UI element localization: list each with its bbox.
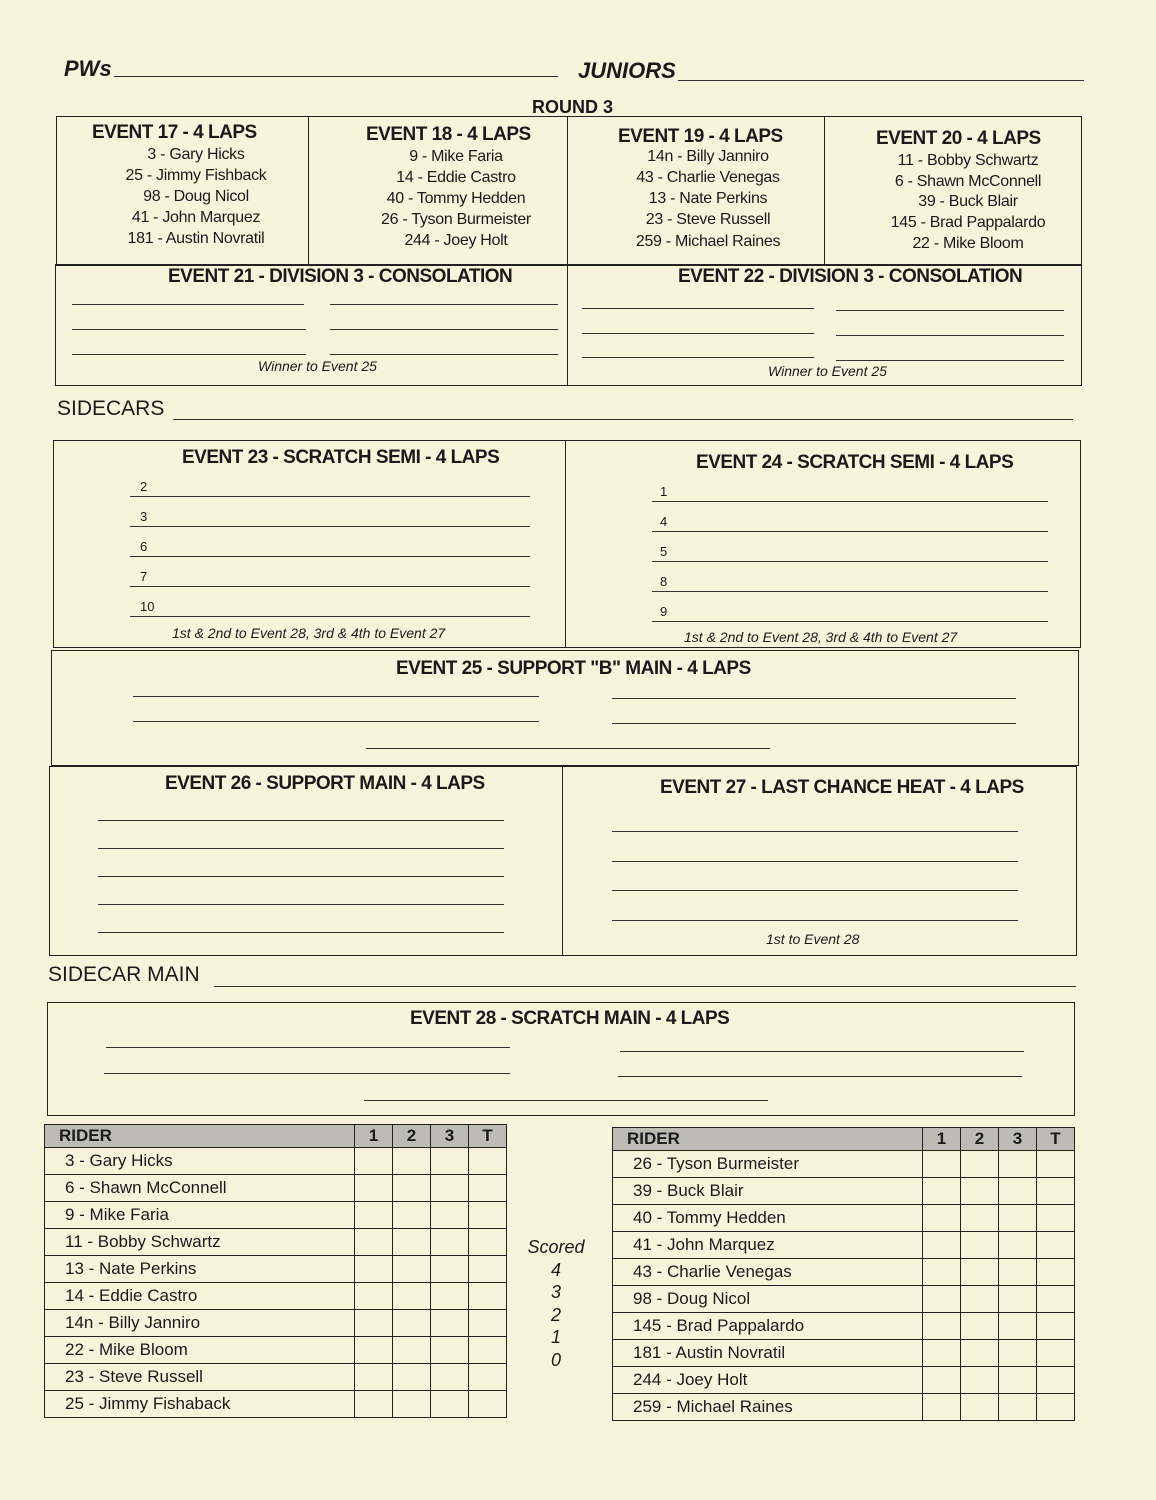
scored-label: Scored bbox=[527, 1237, 585, 1257]
score-cell[interactable] bbox=[999, 1313, 1037, 1340]
score-row bbox=[613, 1394, 1075, 1421]
score-header-rider: RIDER bbox=[45, 1125, 355, 1148]
event21-title: EVENT 21 - DIVISION 3 - CONSOLATION bbox=[168, 266, 513, 287]
event24-slot-line[interactable] bbox=[652, 591, 1048, 592]
event23-slot-line[interactable] bbox=[130, 616, 530, 617]
pws-label: PWs bbox=[64, 56, 112, 81]
event20-rider: 6 - Shawn McConnell bbox=[894, 173, 1042, 190]
score-table-left bbox=[44, 1124, 507, 1418]
scored-legend bbox=[526, 1236, 586, 1371]
score-cell[interactable] bbox=[469, 1148, 507, 1175]
event24-slot-number: 5 bbox=[660, 544, 668, 559]
event19-rider: 259 - Michael Raines bbox=[635, 233, 781, 250]
score-cell[interactable] bbox=[1037, 1232, 1075, 1259]
score-cell[interactable] bbox=[393, 1256, 431, 1283]
event26-entry-3[interactable] bbox=[98, 876, 504, 877]
event24-slot-line[interactable] bbox=[652, 501, 1048, 502]
score-row bbox=[613, 1178, 1075, 1205]
event17-rider: 3 - Gary Hicks bbox=[147, 146, 245, 163]
event22-note: Winner to Event 25 bbox=[768, 363, 887, 379]
event18-title: EVENT 18 - 4 LAPS bbox=[366, 124, 531, 145]
score-cell[interactable] bbox=[999, 1259, 1037, 1286]
score-header-t: T bbox=[1037, 1128, 1075, 1151]
event24-title: EVENT 24 - SCRATCH SEMI - 4 LAPS bbox=[696, 452, 1014, 473]
event18-rider: 26 - Tyson Burmeister bbox=[381, 211, 531, 228]
event25-entry-2[interactable] bbox=[612, 698, 1016, 699]
score-rider-name: 3 - Gary Hicks bbox=[45, 1148, 355, 1175]
score-cell[interactable] bbox=[469, 1337, 507, 1364]
score-cell[interactable] bbox=[999, 1394, 1037, 1421]
score-row bbox=[45, 1283, 507, 1310]
event27-title: EVENT 27 - LAST CHANCE HEAT - 4 LAPS bbox=[660, 777, 1024, 798]
scored-value: 0 bbox=[550, 1349, 561, 1370]
score-row bbox=[613, 1313, 1075, 1340]
event17-rider: 41 - John Marquez bbox=[131, 209, 261, 226]
score-cell[interactable] bbox=[355, 1337, 393, 1364]
score-rider-name: 14 - Eddie Castro bbox=[45, 1283, 355, 1310]
score-header-rider: RIDER bbox=[613, 1128, 923, 1151]
score-cell[interactable] bbox=[355, 1148, 393, 1175]
score-cell[interactable] bbox=[1037, 1151, 1075, 1178]
event17-rider: 98 - Doug Nicol bbox=[143, 188, 249, 205]
event18-rider: 244 - Joey Holt bbox=[404, 232, 508, 249]
score-rider-name: 25 - Jimmy Fishaback bbox=[45, 1391, 355, 1418]
score-header-t: T bbox=[469, 1125, 507, 1148]
score-row bbox=[45, 1256, 507, 1283]
score-cell[interactable] bbox=[923, 1232, 961, 1259]
score-cell[interactable] bbox=[469, 1229, 507, 1256]
event21-entry-1[interactable] bbox=[72, 304, 304, 305]
score-header-1: 1 bbox=[355, 1125, 393, 1148]
event27-entry-4[interactable] bbox=[612, 920, 1018, 921]
event24-slot-number: 9 bbox=[660, 604, 668, 619]
score-cell[interactable] bbox=[923, 1259, 961, 1286]
score-rider-name: 26 - Tyson Burmeister bbox=[613, 1151, 923, 1178]
score-cell[interactable] bbox=[961, 1367, 999, 1394]
score-rider-name: 181 - Austin Novratil bbox=[613, 1340, 923, 1367]
score-header-2: 2 bbox=[961, 1128, 999, 1151]
event28-entry-4[interactable] bbox=[618, 1076, 1022, 1077]
score-row bbox=[613, 1340, 1075, 1367]
event24-slot-line[interactable] bbox=[652, 531, 1048, 532]
score-header-2: 2 bbox=[393, 1125, 431, 1148]
event25-entry-3[interactable] bbox=[133, 721, 539, 722]
event28-entry-1[interactable] bbox=[106, 1047, 510, 1048]
score-cell[interactable] bbox=[961, 1178, 999, 1205]
score-cell[interactable] bbox=[1037, 1367, 1075, 1394]
score-header-1: 1 bbox=[923, 1128, 961, 1151]
score-cell[interactable] bbox=[999, 1151, 1037, 1178]
score-cell[interactable] bbox=[431, 1202, 469, 1229]
event23-slot-line[interactable] bbox=[130, 556, 530, 557]
score-cell[interactable] bbox=[999, 1232, 1037, 1259]
score-row bbox=[45, 1310, 507, 1337]
event27-entry-1[interactable] bbox=[612, 831, 1018, 832]
score-cell[interactable] bbox=[469, 1175, 507, 1202]
score-row bbox=[613, 1232, 1075, 1259]
score-cell[interactable] bbox=[393, 1229, 431, 1256]
scored-value: 4 bbox=[550, 1259, 561, 1280]
event22-entry-6[interactable] bbox=[836, 360, 1064, 361]
score-row bbox=[45, 1148, 507, 1175]
event19-title: EVENT 19 - 4 LAPS bbox=[618, 126, 783, 147]
score-cell[interactable] bbox=[355, 1229, 393, 1256]
juniors-label: JUNIORS bbox=[578, 58, 676, 83]
score-table-right bbox=[612, 1127, 1075, 1421]
score-cell[interactable] bbox=[1037, 1340, 1075, 1367]
score-row bbox=[45, 1229, 507, 1256]
event27-entry-2[interactable] bbox=[612, 861, 1018, 862]
score-rider-name: 43 - Charlie Venegas bbox=[613, 1259, 923, 1286]
score-cell[interactable] bbox=[431, 1229, 469, 1256]
score-cell[interactable] bbox=[999, 1340, 1037, 1367]
event23-note: 1st & 2nd to Event 28, 3rd & 4th to Event 27 bbox=[172, 625, 446, 641]
score-rider-name: 14n - Billy Janniro bbox=[45, 1310, 355, 1337]
event23-slot-number: 10 bbox=[140, 599, 155, 614]
scored-value: 2 bbox=[550, 1304, 561, 1325]
score-cell[interactable] bbox=[1037, 1259, 1075, 1286]
score-cell[interactable] bbox=[1037, 1178, 1075, 1205]
score-cell[interactable] bbox=[923, 1367, 961, 1394]
event22-entry-2[interactable] bbox=[836, 310, 1064, 311]
score-cell[interactable] bbox=[999, 1367, 1037, 1394]
event23-slot-number: 7 bbox=[140, 569, 148, 584]
event19-rider: 23 - Steve Russell bbox=[645, 211, 771, 228]
score-cell[interactable] bbox=[1037, 1286, 1075, 1313]
score-row bbox=[45, 1175, 507, 1202]
score-row bbox=[45, 1364, 507, 1391]
score-cell[interactable] bbox=[393, 1391, 431, 1418]
event26-entry-1[interactable] bbox=[98, 820, 504, 821]
event18-rider: 40 - Tommy Hedden bbox=[386, 190, 526, 207]
event19-rider: 43 - Charlie Venegas bbox=[636, 169, 780, 186]
score-cell[interactable] bbox=[393, 1148, 431, 1175]
score-cell[interactable] bbox=[961, 1313, 999, 1340]
scored-value: 3 bbox=[550, 1282, 561, 1302]
event24-slot-line[interactable] bbox=[652, 621, 1048, 622]
score-cell[interactable] bbox=[469, 1364, 507, 1391]
event18-rider: 14 - Eddie Castro bbox=[396, 169, 516, 186]
score-row bbox=[613, 1205, 1075, 1232]
event19-rider: 14n - Billy Janniro bbox=[647, 148, 769, 165]
sidecars-label: SIDECARS bbox=[57, 397, 165, 420]
round-title: ROUND 3 bbox=[532, 97, 614, 117]
event25-title: EVENT 25 - SUPPORT "B" MAIN - 4 LAPS bbox=[396, 658, 751, 679]
score-rider-name: 22 - Mike Bloom bbox=[45, 1337, 355, 1364]
score-cell[interactable] bbox=[961, 1394, 999, 1421]
score-rider-name: 39 - Buck Blair bbox=[613, 1178, 923, 1205]
score-cell[interactable] bbox=[393, 1364, 431, 1391]
score-cell[interactable] bbox=[469, 1283, 507, 1310]
score-cell[interactable] bbox=[923, 1178, 961, 1205]
event23-slot-line[interactable] bbox=[130, 526, 530, 527]
event22-entry-5[interactable] bbox=[582, 357, 814, 358]
event20-title: EVENT 20 - 4 LAPS bbox=[876, 128, 1041, 149]
score-cell[interactable] bbox=[961, 1232, 999, 1259]
score-header-3: 3 bbox=[431, 1125, 469, 1148]
event25-entry-4[interactable] bbox=[612, 723, 1016, 724]
score-cell[interactable] bbox=[999, 1178, 1037, 1205]
event25-entry-1[interactable] bbox=[133, 696, 539, 697]
score-cell[interactable] bbox=[961, 1286, 999, 1313]
score-rider-name: 13 - Nate Perkins bbox=[45, 1256, 355, 1283]
score-cell[interactable] bbox=[1037, 1394, 1075, 1421]
score-rider-name: 244 - Joey Holt bbox=[613, 1367, 923, 1394]
score-cell[interactable] bbox=[355, 1202, 393, 1229]
score-rider-name: 11 - Bobby Schwartz bbox=[45, 1229, 355, 1256]
event22-entry-1[interactable] bbox=[582, 308, 814, 309]
event20-rider: 22 - Mike Bloom bbox=[912, 235, 1024, 252]
score-cell[interactable] bbox=[961, 1259, 999, 1286]
event27-note: 1st to Event 28 bbox=[766, 931, 860, 947]
event26-entry-2[interactable] bbox=[98, 848, 504, 849]
score-cell[interactable] bbox=[961, 1151, 999, 1178]
sidecars-entry-line[interactable] bbox=[173, 419, 1073, 420]
scored-value: 1 bbox=[550, 1327, 561, 1347]
event21-entry-5[interactable] bbox=[72, 354, 306, 355]
event22-entry-4[interactable] bbox=[836, 335, 1064, 336]
score-cell[interactable] bbox=[355, 1283, 393, 1310]
score-cell[interactable] bbox=[393, 1337, 431, 1364]
event24-slot-number: 4 bbox=[660, 514, 668, 529]
event22-entry-3[interactable] bbox=[582, 333, 814, 334]
score-cell[interactable] bbox=[355, 1364, 393, 1391]
event23-title: EVENT 23 - SCRATCH SEMI - 4 LAPS bbox=[182, 447, 500, 468]
event18-rider: 9 - Mike Faria bbox=[409, 148, 503, 165]
score-rider-name: 23 - Steve Russell bbox=[45, 1364, 355, 1391]
event23-slot-line[interactable] bbox=[130, 496, 530, 497]
score-cell[interactable] bbox=[469, 1202, 507, 1229]
score-cell[interactable] bbox=[923, 1205, 961, 1232]
event27-entry-3[interactable] bbox=[612, 890, 1018, 891]
score-cell[interactable] bbox=[393, 1175, 431, 1202]
score-cell[interactable] bbox=[355, 1175, 393, 1202]
event25-entry-5[interactable] bbox=[366, 748, 770, 749]
event20-rider: 11 - Bobby Schwartz bbox=[897, 152, 1039, 169]
event26-title: EVENT 26 - SUPPORT MAIN - 4 LAPS bbox=[165, 773, 485, 794]
score-cell[interactable] bbox=[961, 1340, 999, 1367]
score-cell[interactable] bbox=[469, 1310, 507, 1337]
sidecar-main-entry-line[interactable] bbox=[214, 986, 1076, 987]
score-row bbox=[45, 1337, 507, 1364]
event28-title: EVENT 28 - SCRATCH MAIN - 4 LAPS bbox=[410, 1008, 730, 1029]
score-cell[interactable] bbox=[431, 1256, 469, 1283]
score-cell[interactable] bbox=[355, 1256, 393, 1283]
score-cell[interactable] bbox=[923, 1313, 961, 1340]
score-row bbox=[613, 1151, 1075, 1178]
event23-slot-number: 2 bbox=[140, 479, 148, 494]
score-cell[interactable] bbox=[355, 1391, 393, 1418]
sidecar-main-label: SIDECAR MAIN bbox=[48, 963, 200, 986]
event24-slot-number: 1 bbox=[660, 484, 668, 499]
score-cell[interactable] bbox=[431, 1148, 469, 1175]
score-rider-name: 40 - Tommy Hedden bbox=[613, 1205, 923, 1232]
event28-entry-2[interactable] bbox=[620, 1051, 1024, 1052]
score-cell[interactable] bbox=[431, 1337, 469, 1364]
event21-entry-4[interactable] bbox=[330, 329, 558, 330]
score-row bbox=[45, 1202, 507, 1229]
event17-rider: 25 - Jimmy Fishback bbox=[125, 167, 267, 184]
event21-entry-2[interactable] bbox=[330, 304, 558, 305]
score-cell[interactable] bbox=[961, 1205, 999, 1232]
score-cell[interactable] bbox=[469, 1391, 507, 1418]
score-rider-name: 259 - Michael Raines bbox=[613, 1394, 923, 1421]
event21-entry-3[interactable] bbox=[72, 329, 306, 330]
event24-note: 1st & 2nd to Event 28, 3rd & 4th to Event 27 bbox=[684, 629, 958, 645]
event17-title: EVENT 17 - 4 LAPS bbox=[92, 122, 257, 143]
score-cell[interactable] bbox=[1037, 1313, 1075, 1340]
event20-rider: 145 - Brad Pappalardo bbox=[890, 214, 1046, 231]
score-cell[interactable] bbox=[923, 1151, 961, 1178]
event28-entry-3[interactable] bbox=[104, 1073, 510, 1074]
event26-entry-5[interactable] bbox=[98, 932, 504, 933]
event23-slot-line[interactable] bbox=[130, 586, 530, 587]
event23-slot-number: 3 bbox=[140, 509, 148, 524]
score-cell[interactable] bbox=[431, 1283, 469, 1310]
score-cell[interactable] bbox=[469, 1256, 507, 1283]
score-cell[interactable] bbox=[431, 1175, 469, 1202]
juniors-entry-line[interactable] bbox=[678, 80, 1084, 81]
pws-entry-line[interactable] bbox=[114, 76, 558, 77]
score-cell[interactable] bbox=[431, 1310, 469, 1337]
event24-slot-number: 8 bbox=[660, 574, 668, 589]
event26-entry-4[interactable] bbox=[98, 904, 504, 905]
score-cell[interactable] bbox=[1037, 1205, 1075, 1232]
event24-slot-line[interactable] bbox=[652, 561, 1048, 562]
score-rider-name: 9 - Mike Faria bbox=[45, 1202, 355, 1229]
event20-rider: 39 - Buck Blair bbox=[918, 193, 1018, 210]
score-row bbox=[613, 1259, 1075, 1286]
event22-title: EVENT 22 - DIVISION 3 - CONSOLATION bbox=[678, 266, 1023, 287]
event17-rider: 181 - Austin Novratil bbox=[127, 230, 265, 247]
score-rider-name: 98 - Doug Nicol bbox=[613, 1286, 923, 1313]
event21-note: Winner to Event 25 bbox=[258, 358, 377, 374]
score-row bbox=[45, 1391, 507, 1418]
score-row bbox=[613, 1367, 1075, 1394]
score-row bbox=[613, 1286, 1075, 1313]
score-cell[interactable] bbox=[393, 1283, 431, 1310]
score-cell[interactable] bbox=[999, 1205, 1037, 1232]
score-cell[interactable] bbox=[431, 1391, 469, 1418]
score-rider-name: 145 - Brad Pappalardo bbox=[613, 1313, 923, 1340]
score-cell[interactable] bbox=[355, 1310, 393, 1337]
score-cell[interactable] bbox=[431, 1364, 469, 1391]
event23-slot-number: 6 bbox=[140, 539, 148, 554]
event21-entry-6[interactable] bbox=[330, 354, 558, 355]
score-cell[interactable] bbox=[393, 1202, 431, 1229]
score-cell[interactable] bbox=[923, 1394, 961, 1421]
score-header-3: 3 bbox=[999, 1128, 1037, 1151]
event19-rider: 13 - Nate Perkins bbox=[648, 190, 768, 207]
score-rider-name: 41 - John Marquez bbox=[613, 1232, 923, 1259]
score-cell[interactable] bbox=[923, 1340, 961, 1367]
event28-entry-5[interactable] bbox=[364, 1100, 768, 1101]
score-cell[interactable] bbox=[923, 1286, 961, 1313]
score-cell[interactable] bbox=[393, 1310, 431, 1337]
score-rider-name: 6 - Shawn McConnell bbox=[45, 1175, 355, 1202]
score-cell[interactable] bbox=[999, 1286, 1037, 1313]
